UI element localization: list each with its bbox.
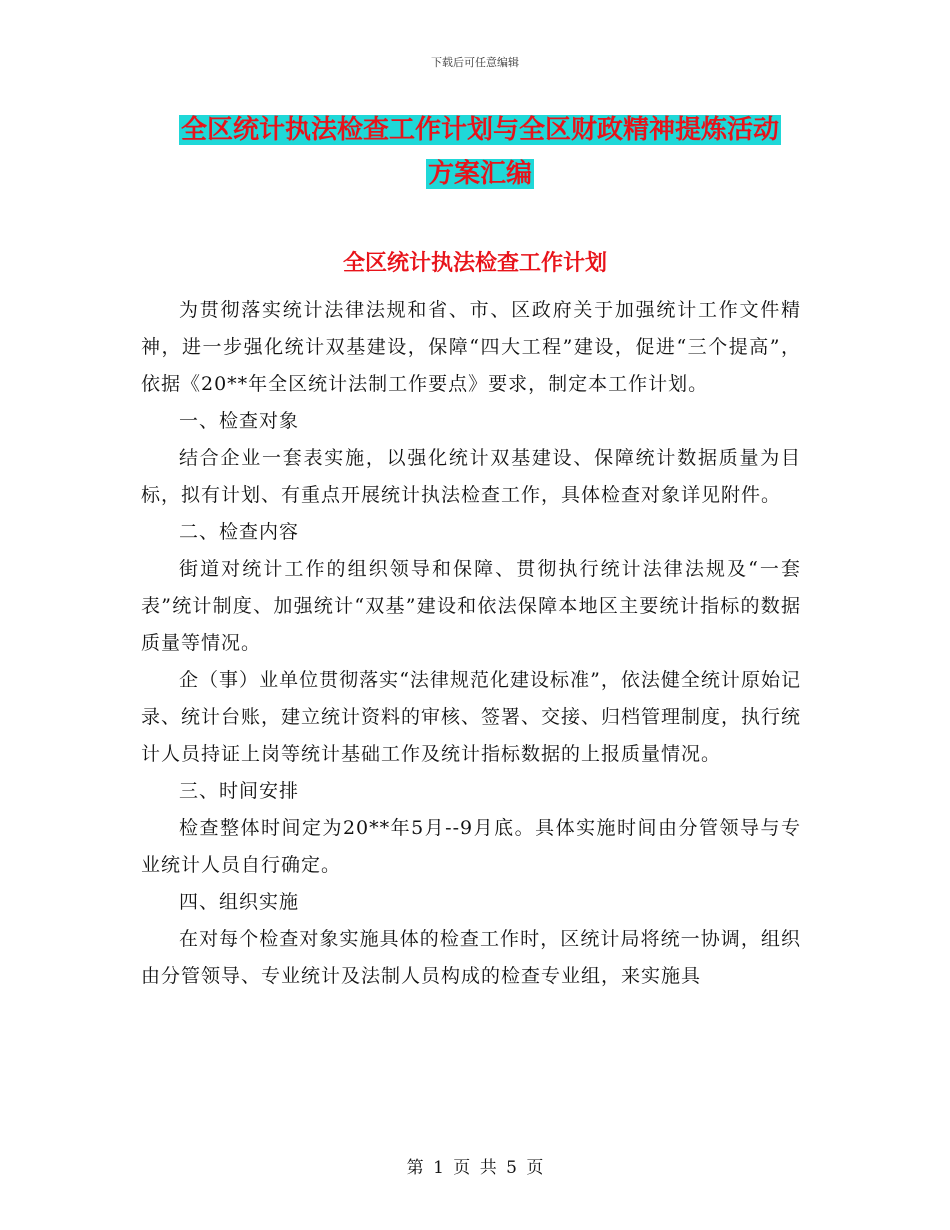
document-title xyxy=(140,108,820,196)
paragraph: 为贯彻落实统计法律法规和省、市、区政府关于加强统计工作文件精神，进一步强化统计双基建设，保障“四大工程”建设，促进“三个提高”，依据《20**年全区统计法制工作要点》要求，制定本工作计划。 xyxy=(141,299,801,395)
page-footer: 第 1 页 共 5 页 xyxy=(406,1158,544,1178)
document-body xyxy=(141,292,801,995)
paragraph: 在对每个检查对象实施具体的检查工作时，区统计局将统一协调，组织由分管领导、专业统计及法制人员构成的检查专业组，来实施具 xyxy=(141,928,801,987)
heading-implementation: 四、组织实施 xyxy=(179,891,300,913)
document-title-line-1: 全区统计执法检查工作计划与全区财政精神提炼活动 xyxy=(180,115,779,145)
heading-inspection-content: 二、检查内容 xyxy=(179,521,300,543)
paragraph: 检查整体时间定为20**年5月--9月底。具体实施时间由分管领导与专业统计人员自行确定。 xyxy=(141,817,801,876)
heading-inspection-targets: 一、检查对象 xyxy=(179,410,300,432)
document-title-line-2: 方案汇编 xyxy=(427,159,532,189)
page-header-note: 下载后可任意编辑 xyxy=(431,56,519,69)
section-title: 全区统计执法检查工作计划 xyxy=(342,251,607,276)
heading-schedule: 三、时间安排 xyxy=(179,780,300,802)
paragraph: 企（事）业单位贯彻落实“法律规范化建设标准”，依法健全统计原始记录、统计台账，建立统计资料的审核、签署、交接、归档管理制度，执行统计人员持证上岗等统计基础工作及统计指标数据的上报质量情况。 xyxy=(141,669,802,765)
paragraph: 结合企业一套表实施，以强化统计双基建设、保障统计数据质量为目标，拟有计划、有重点开展统计执法检查工作，具体检查对象详见附件。 xyxy=(141,447,801,506)
paragraph: 街道对统计工作的组织领导和保障、贯彻执行统计法律法规及“一套表”统计制度、加强统计“双基”建设和依法保障本地区主要统计指标的数据质量等情况。 xyxy=(141,558,801,654)
